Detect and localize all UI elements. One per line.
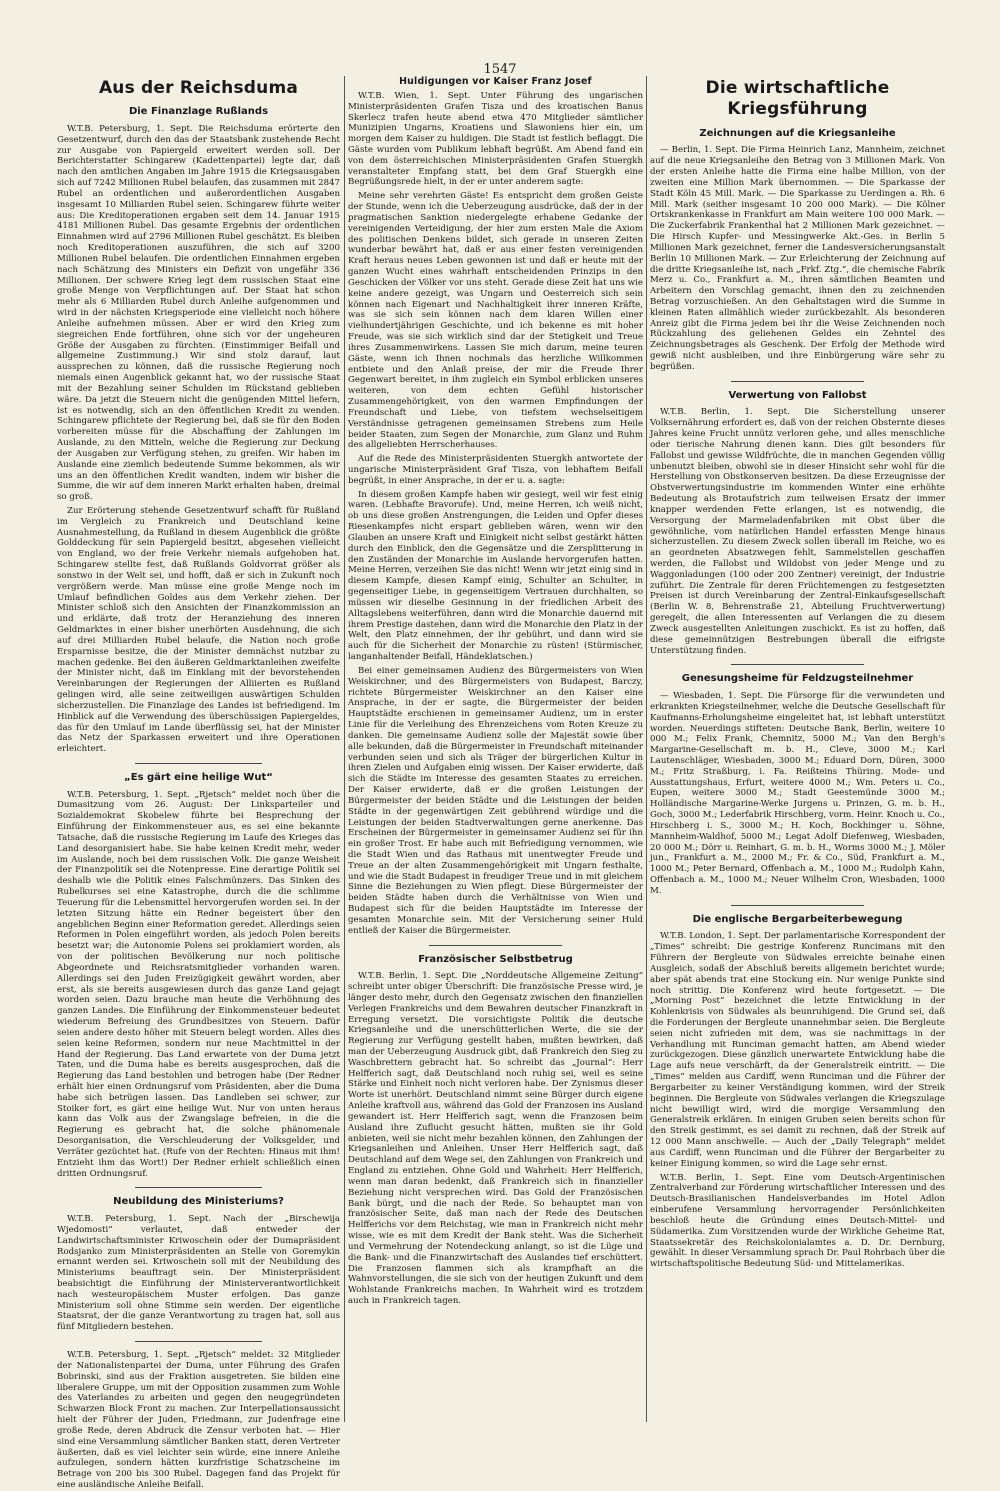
article-separator <box>135 763 262 764</box>
article-separator <box>429 945 562 946</box>
article <box>57 772 340 1179</box>
article-separator <box>731 381 864 382</box>
article-separator <box>731 664 864 665</box>
article <box>650 914 945 1270</box>
article-heading: Neubildung des Ministeriums? <box>113 1196 284 1208</box>
article-paragraph: W.T.B. Petersburg, 1. Sept. „Rjetsch“ meldet: 32 Mitglieder der Nationalistenpartei der Duma, unter Führung des Grafen Bobrinski, sind aus der Fraktion ausgetreten. Sie bilden eine liberalere Gruppe, um mit der Opposition zusammen zum Wohle des Vaterlandes zu arbeiten und gegen den neugegründeten Schwarzen Block Front zu machen. Zur Interpellationsaussicht hielt der Führer der Juden, Friedmann, zur Judenfrage eine große Rede, deren Abdruck die Zensur verboten hat. — Hier sind eine Versammlung sämtlicher Banken statt, deren Vertreter äußerten, daß es viel leichter sein würde, eine innere Anleihe aufzulegen, sondern hätten kurzfristige Schatzscheine im Betrage von 200 bis 300 Rubel. Dagegen fand das Projekt für eine ausländische Anleihe Beifall. <box>57 1350 340 1491</box>
article-paragraph: Auf die Rede des Ministerpräsidenten Stuergkh antwortete der ungarische Ministerpräsident Graf Tisza, von lebhaftem Beifall begrüßt, in einer Ansprache, in der er u. a. sagte: <box>348 454 643 486</box>
article-separator <box>731 905 864 906</box>
article-heading: Die Finanzlage Rußlands <box>128 106 269 118</box>
article-paragraph: Meine sehr verehrten Gäste! Es entspricht dem großen Geiste der Stunde, wenn ich die Ueberzeugung ausdrücke, daß der in der pragmatischen Sanktion niedergelegte erhabene Gedanke der vereinigenden Verteidigung, der hier zum ersten Male die Axiom des politischen Denkens bildet, sich gerade in unseren Zeiten wunderbar bewährt hat, daß er aus einer festen vereinigenden Kraft heraus neues Leben gewonnen ist und daß er heute mit der ganzen Wucht eines wahrhaft entscheidenden Prinzips in den Geschicken der Völker vor uns steht. Gerade diese Zeit hat uns wie keine andere gezeigt, was Ungarn und Oesterreich sich sein können nach Eigenart und Nachhaltigkeit ihrer inneren Kräfte, was sie sich sein können nach dem klaren Willen einer vielhundertjährigen Geschichte, und ich bekenne es mit hoher Freude, was sie sich wirklich sind dar der Stetigkeit und Treue ihres Zusammenwirkens. Lassen Sie mich darum, meine teuren Gäste, wenn ich Ihnen nochmals das herzliche Willkommen entbiete und den Anlaß preise, der mir die Freude Ihrer Gegenwart bereitet, in ihm zugleich ein Symbol erblicken unseres weiteren, von dem echten Gefühl historischer Zusammengehörigkeit, von den warmen Empfindungen der Freundschaft und Liebe, von tiefstem wechselseitigem Verständnisse getragenen gemeinsamen Strebens zum Heile beider Staaten, zum Segen der Monarchie, zum Glanz und Ruhm des allgeliebten Herrscherhauses. <box>348 191 643 451</box>
article <box>57 106 340 755</box>
article <box>348 76 643 937</box>
article-paragraph: — Wiesbaden, 1. Sept. Die Fürsorge für die verwundeten und erkrankten Kriegsteilnehmer, welche die Deutsche Gesellschaft für Kaufmanns-Erholungsheime eingeleitet hat, ist lebhaft unterstützt worden. Neuerdings stifteten: Deutsche Bank, Berlin, weitere 10 000 M.; Felix Frank, Chemnitz, 5000 M.; Van den Bergh's Margarine-Gesellschaft m. b. H., Cleve, 3000 M.; Karl Lautenschläger, Wiesbaden, 3000 M.; Eduard Dorn, Düren, 3000 M.; Fritz Straßburg, i. Fa. Reißteins Thüring. Mode- und Ausstattungshaus, Erfurt, weitere 4000 M.; Wm. Peters u. Co., Eupen, weitere 3000 M.; Stadt Geestemünde 3000 M.; Holländische Margarine-Werke Jurgens u. Prinzen, G. m. b. H., Goch, 3000 M.; Lederfabrik Hirschberg, vorm. Heinr. Knoch u. Co., Hirschberg i. S., 3000 M.; H. Koch, Bockhinger u. Söhne, Mannheim-Waldhof, 5000 M.; Legat Adolf Diefenweg, Wiesbaden, 20 000 M.; Dörr u. Reinhart, G. m. b. H., Worms 3000 M.; J. Möler jun., Frankfurt a. M., 2000 M.; Fr. & Co., Süd, Frankfurt a. M., 1000 M.; Peter Bernard, Offenbach a. M., 1000 M.; Rudolph Kahn, Offenbach a. M., 1000 M.; Neuer Wilhelm Cron, Wiesbaden, 1000 M. <box>650 691 945 896</box>
column-1 <box>57 76 340 1491</box>
article-paragraph: Zur Erörterung stehende Gesetzentwurf schafft für Rußland im Vergleich zu Frankreich und Deutschland keine Ausnahmestellung, da Rußland in diesem Augenblick die größte Golddeckung für sein Papiergeld besitzt, abgesehen vielleicht von England, wo der freie Verkehr niemals aufgehoben hat. Schingarew stellte fest, daß Rußlands Goldvorrat größer als sonstwo in der Welt sei, und hofft, daß er sich in Zukunft noch vergrößern werde. Man müsse eine große Menge noch im Umlauf befindlichen Goldes aus dem Verkehr ziehen. Der Minister schloß sich den Ansichten der Finanzkommission an und erklärte, daß trotz der Heranziehung des inneren Geldmarktes in einer bisher unerhörten Ausdehnung, die sich auf drei Milliarden Rubel belaufe, die Nation noch große Ersparnisse besitze, die der Minister demnächst nutzbar zu machen gedenke. Bei den äußeren Geldmarktanleihen zweifelte der Minister nicht, daß im Einklang mit der bevorstehenden Vereinbarungen der Regierungen der Alliierten es Rußland gelingen wird, alle seine zeitweiligen auswärtigen Schulden sicherzustellen. Die Finanzlage des Landes ist befriedigend. Im Hinblick auf die Verwendung des überschüssigen Papiergeldes, das für den Umlauf im Lande überflüssig sei, hat der Minister das Netz der Sparkassen erweitert und ihre Operationen erleichtert. <box>57 505 340 755</box>
article-separator <box>135 1341 262 1342</box>
article-paragraph: W.T.B. Berlin, 1. Sept. Die Sicherstellung unserer Volksernährung erfordert es, daß von der reichen Obsternte dieses Jahres keine Frucht unnütz verloren gehe, und alles menschliche oder tierische Nahrung dienen kann. Dies gilt besonders für Fallobst und gewisse Wildfrüchte, die in manchen Gegenden völlig unbenutzt bleiben, obwohl sie in dieser Hinsicht sehr wohl für die Herstellung von Obstkonserven besitzen. Da diese Erzeugnisse der Obstverwertungsindustrie im kommenden Winter eine erhöhte Bedeutung als Brotaufstrich zum teilweisen Ersatz der immer knapper werdenden Fette erlangen, ist es notwendig, die Versorgung der Marmeladenfabriken mit Obst über die gewöhnliche, vom natürlichen Handel erfassten Menge hinaus sicherzustellen. Zu diesem Zweck sollen überall im Reiche, wo es an geordneten Absatzwegen fehlt, Sammelstellen geschaffen werden, die Fallobst und Wildobst von jeder Menge und zu Waggonladungen (100 oder 200 Zentner) vereinigt, der Industrie zuführt. Die Zentrale für deren Früchtemengen zu festgesetzten Preisen ist durch Vereinbarung der Zentral-Einkaufsgesellschaft (Berlin W. 8, Behrenstraße 21, Abteilung Fruchtverwertung) geregelt, die allen Interessenten auf Verlangen die zu diesem Zweck ausgestellten Anleitungen zuschickt. Es ist zu hoffen, daß diese gemeinnützigen Bestrebungen überall die eifrigste Unterstützung finden. <box>650 407 945 656</box>
article <box>650 673 945 896</box>
article <box>348 954 643 1307</box>
article-paragraph: W.T.B. Petersburg, 1. Sept. Nach der „Birschewija Wjedomosti“ verlautet, daß entweder der Landwirtschaftsminister Kriwoschein oder der Dumapräsident Rodsjanko zum Ministerpräsidenten an Stelle von Goremykin ernannt werden sei. Kriwoschein soll mit der Neubildung des Ministeriums beauftragt sein. Der Ministerpräsident beabsichtigt die Einführung der Ministerverantwortlichkeit nach westeuropäischem Muster erfolgen. Das ganze Ministerium soll ohne Stimme sein werden. Der eigentliche Staatsrat, der die ganze Verantwortung zu tragen hat, soll aus fünf Mitgliedern bestehen. <box>57 1214 340 1333</box>
column-rule <box>646 76 647 1422</box>
article-paragraph: W.T.B. London, 1. Sept. Der parlamentarische Korrespondent der „Times“ schreibt: Die gestrige Konferenz Runcimans mit den Führern der Bergleute von Südwales erreichte beinahe einen Ausgleich, sodaß der Abschluß bereits allgemein berichtet wurde; aber spät abends trat eine Stockung ein. Nur wenige Punkte sind noch strittig. Die Konferenz wird heute fortgesetzt. — Die „Morning Post“ bezeichnet die letzte Entwicklung in der Kohlenkrisis von Südwales als beunruhigend. Die Grund sei, daß die Forderungen der Bergleute unannehmbar seien. Die Bergleute seien nicht zufrieden mit dem, was sie nachmittags in der Verhandlung mit Runciman gemacht hatten, am Abend wieder zurückgezogen. Diese gänzlich unerwartete Entwicklung habe die Lage aufs neue verschärft, da der Generalstreik eintritt. — Die „Times“ melden aus Cardiff, wenn Runciman und die Führer der Bergarbeiter zu keiner Verständigung kommen, wird der Streik beginnen. Die Bergleute von Südwales verlangen die Kriegszulage nicht bewilligt wird, wird die morgige Versammlung den Generalstreik erklären. In einigen Gruben seien bereits schon für den Streik gestimmt, es sei damit zu rechnen, daß der Streik auf 12 000 Mann anschwelle. — Auch der „Daily Telegraph“ meldet aus Cardiff, wenn Runciman und die Führer der Bergarbeiter zu keiner Einigung kommen, so wird die Lage sehr ernst. <box>650 931 945 1169</box>
article-paragraph: W.T.B. Petersburg, 1. Sept. „Rjetsch“ meldet noch über die Dumasitzung vom 26. August: Der Linksparteiler und Sozialdemokrat Skobelew führte bei Besprechung der Einführung der Einkommensteuer aus, es sei eine bekannte Tatsache, daß die russische Regierung im Laufe des Krieges das Land desorganisiert habe. Sie habe keinen Kredit mehr, weder im Auslande, noch bei dem russischen Volk. Die ganze Weisheit der Finanzpolitik sei die Notenpresse. Eine derartige Politik sei deshalb wie die Politik eines Falschmünzers. Das Sinken des Rubelkurses sei eine Katastrophe, durch die die schlimme Teuerung für die Lebensmittel hervorgerufen worden sei. In der letzten Sitzung hätte ein Redner begeistert über den angeblichen Beginn einer Reformation geredet. Allerdings seien Reformen in Polen eingeführt worden, als jedoch Polen bereits besetzt war; die Autonomie Polens sei proklamiert worden, als von der politischen Bevölkerung nur noch politische Abgeordnete und Reichsratsmitglieder vorhanden waren. Allerdings sei den Juden Freizügigkeit gewährt worden, aber erst, als sie bereits ausgewiesen durch das ganze Land gejagt worden seien. Dazu brauche man heute die Verhöhnung des ganzen Landes. Die Einführung der Einkommensteuer bedeutet wiederum Befreiung des Grundbesitzes von Steuern. Dafür seien andere desto höher mit Steuern belegt worden. Alles dies seien keine Reformen, sondern nur neue Machtmittel in der Hand der Regierung. Das Land erwartete von der Duma jetzt Taten, und die Duma habe es bereits ausgesprochen, daß die Regierung das Land bestohlen und betrogen habe (Der Redner erhält hier einen Ordnungsruf vom Präsidenten, aber die Duma habe sich betrügen lassen. Das Landleben sei schwer, zur Stoiker fort, es gärt eine heilige Wut. Nur von unten heraus kann das Volk aus der Zwangslage befreien, in die die Regierung es gebracht hat, die solche phänomenale Desorganisation, die Verschleuderung der Volksgelder, und Verräter gezüchtet hat. (Rufe von der Rechten: Hinaus mit ihm! Entzieht ihm das Wort!) Der Redner erhielt schließlich einen dritten Ordnungsruf. <box>57 789 340 1179</box>
article-heading: „Es gärt eine heilige Wut“ <box>124 772 273 784</box>
section-title: Die wirtschaftliche Kriegsführung <box>705 78 890 120</box>
article-heading: Französischer Selbstbetrug <box>418 953 573 965</box>
article <box>57 1350 340 1491</box>
section-title: Aus der Reichsduma <box>98 78 299 98</box>
article-paragraph: W.T.B. Wien, 1. Sept. Unter Führung des ungarischen Ministerpräsidenten Grafen Tisza und des kroatischen Banus Skerlecz trafen heute abend etwa 470 Mitglieder sämtlicher Munizipien Ungarns, Kroatiens und Slawoniens hier ein, um morgen dem Kaiser zu huldigen. Die Stadt ist festlich beflaggt. Die Gäste wurden vom Publikum lebhaft begrüßt. Am Abend fand ein von dem österreichischen Ministerpräsidenten Grafen Stuergkh veranstalteter Empfang statt, bei dem Graf Stuergkh eine Begrüßungsrede hielt, in der er unter anderem sagte: <box>348 90 643 188</box>
article-heading: Die englische Bergarbeiterbewegung <box>692 913 903 925</box>
article-heading: Verwertung von Fallobst <box>728 389 867 401</box>
article <box>650 390 945 657</box>
article-paragraph: — Berlin, 1. Sept. Die Firma Heinrich Lanz, Mannheim, zeichnet auf die neue Kriegsanleihe den Betrag von 3 Millionen Mark. Von der ersten Anleihe hatte die Firma eine halbe Million, von der zweiten eine Million Mark übernommen. — Die Sparkasse der Stadt Köln 45 Mill. Mark. — Die Sparkasse zu Uerdingen a. Rh. 6 Mill. Mark (seither insgesamt 10 200 000 Mark). — Die Kölner Ortskrankenkasse in Frankfurt am Main weitere 100 000 Mark. — Die Zuckerfabrik Frankenthal hat 2 Millionen Mark gezeichnet. — Die Hirsch Kupfer- und Messingwerke Akt.-Ges. in Berlin 5 Millionen Mark gezeichnet, ferner die Landesversicherungsanstalt Berlin 10 Millionen Mark. — Zur Erleichterung der Zeichnung auf die dritte Kriegsanleihe ist, nach „Frkf. Ztg.“, die chemische Fabrik Merz u. Co., Frankfurt a. M., ihren sämtlichen Beamten und Arbeitern den Vorschlag gemacht, ihnen den zu zeichnenden Betrag vorzuschießen. An den Gehaltstagen wird die Summe in kleinen Raten allmählich wieder zurückbezahlt. Als besonderen Anreiz gibt die Firma jedem bei ihr die Weise Zeichnenden noch Rückzahlung des geliehenen Geldes ein Zehntel des Zeichnungsbetrages als Geschenk. Der Erfolg der Methode wird gewiß nicht ausbleiben, und ihre Einbürgerung wäre sehr zu begrüßen. <box>650 145 945 372</box>
article-heading: Huldigungen vor Kaiser Franz Josef <box>399 76 592 87</box>
page-number: 1547 <box>483 62 517 77</box>
article-heading: Zeichnungen auf die Kriegsanleihe <box>699 127 896 139</box>
article-separator <box>135 1187 262 1188</box>
column-3 <box>650 76 945 1422</box>
column-2 <box>348 76 643 1422</box>
article-heading: Genesungsheime für Feldzugsteilnehmer <box>681 673 914 685</box>
column-rule <box>344 76 345 1422</box>
article-paragraph: In diesem großen Kampfe haben wir gesiegt, weil wir fest einig waren. (Lebhafte Bravorufe). Und, meine Herren, ich weiß nicht, ob uns diese großen Anstrengungen, die Leiden und Opfer dieses Riesenkampfes nicht erspart geblieben wären, wenn wir den Glauben an unsere Kraft und Einigkeit nicht selbst gestärkt hätten durch den Einblick, den die Gegensätze und die Zersplitterung in den Zuständen der Monarchie im Auslande hervorgerufen hatten. Meine Herren, verzeihen Sie das nicht! Wenn wir jetzt einig sind in diesem Kampfe, diesen Kampf einig, Schulter an Schulter, in gegenseitiger Liebe, in gegenseitigem Vertrauen durchhalten, so müssen wir dieselbe Gesinnung in der friedlichen Arbeit des Alltagslebens weiterführen, dann wird die Monarchie dauernd mit ihrem Prestige dastehen, dann wird die Monarchie den Platz in der Welt, den Platz einnehmen, der ihr gebührt, und dann wird sie auch für die Sicherheit der Monarchie zu rüsten! (Stürmischer, langanhaltender Beifall, Händeklatschen.) <box>348 489 643 663</box>
article-paragraph: W.T.B. Petersburg, 1. Sept. Die Reichsduma erörterte den Gesetzentwurf, durch den das der Staatsbank zustehende Recht zur Ausgabe von Papiergeld erweitert werden soll. Der Berichterstatter Schingarew (Kadettenpartei) legte dar, daß nach den amtlichen Angaben im Jahre 1915 die Kriegsausgaben sich auf 7242 Millionen Rubel belaufen, das zusammen mit 2847 Rubel an ordentlichen und außerordentlichen Ausgaben insgesamt 10 Milliarden Rubel seien. Schingarew führte weiter aus: Die Kreditoperationen ergaben seit dem 14. Januar 1915 4181 Millionen Rubel. Das gesamte Ergebnis der ordentlichen Einnahmen wird auf 2796 Millionen Rubel geschätzt. Es bleiben noch Kreditoperationen auszuführen, die sich auf 3200 Millionen Rubel belaufen. Die ordentlichen Einnahmen ergeben nach Schätzung des Ministers ein Defizit von ungefähr 336 Millionen. Der schwere Krieg legt dem russischen Staat eine große Menge von Verpflichtungen auf. Der Staat hat schon mehr als 6 Milliarden Rubel durch Anleihe aufgenommen und wird in der nächsten Kriegsperiode eine vielleicht noch höhere Anleihe aufnehmen müssen. Aber er wird den Krieg zum siegreichen Ende fortführen, ohne sich vor der ungeheuren Größe der Ausgaben zu fürchten. (Einstimmiger Beifall und allgemeine Zustimmung.) Wir sind stolz darauf, laut aussprechen zu können, daß die russische Regierung noch niemals einen Augenblick gekannt hat, wo der russische Staat mit der Bezahlung seiner Schulden im Rückstand geblieben wäre. Da jetzt die Steuern nicht die genügenden Mittel liefern, ist es notwendig, sich an den öffentlichen Kredit zu wenden. Schingarew pflichtete der Regierung bei, daß sie für den Boden vorbereiten müsse für die Abschaffung der Zahlungen im Auslande, zu den Mitteln, welche die Regierung zur Deckung der Ausgaben zur Verfügung stehen, zu greifen. Wir haben im Auslande eine ziemlich bedeutende Summe bekommen, als wir uns an den öffentlichen Kredit wandten, indem wir bisher die Summe, die wir auf dem inneren Markt erhalten haben, dreimal so groß. <box>57 124 340 503</box>
article-paragraph: Bei einer gemeinsamen Audienz des Bürgermeisters von Wien Weiskirchner, und des Bürgermeisters von Budapest, Barczy, richtete Bürgermeister Weiskirchner an den Kaiser eine Ansprache, in der er sagte, die Bürgermeister der beiden Hauptstädte erschienen in gemeinsamer Audienz, um in erster Linie für die Verleihung des Ehrenzeichens vom Roten Kreuze zu danken. Die gemeinsame Audienz solle der Majestät sowie über alle bekunden, daß die Bürgermeister in Freundschaft miteinander verbunden seien und sich als Träger der bürgerlichen Kultur in ihren Zielen und Aufgaben einig wissen. Der Kaiser erwiderte, daß sich die Städte im Interesse des gesamten Staates zu erreichen. Der Kaiser erwiderte, daß er die großen Leistungen der Bürgermeister der beiden Städte und die Leistungen der beiden Städte in der gegenwärtigen Zeit gebührend würdige und die Leistungen der beiden Stadtverwaltungen gerne anerkenne. Das Erscheinen der Bürgermeister in gemeinsamer Audienz sei für ihn ein großer Trost. Er habe auch mit Befriedigung vernommen, wie die Stadt Wien und das Rathaus mit unentwegter Freude und Treue an der alten Zusammengehörigkeit mit Ungarn festhalte, und wie die Stadt Budapest in freudiger Treue und in mit gleichem Sinne die Beziehungen zu Wien pflegt. Diese Bürgermeister der beiden Städte haben durch die Verhältnisse von Wien und Budapest sich für die beiden Hauptstädte im Interesse der gesamten Monarchie sein. Mit der Versicherung seiner Huld entließ der Kaiser die Bürgermeister. <box>348 665 643 936</box>
article <box>650 128 945 373</box>
article-paragraph: W.T.B. Berlin, 1. Sept. Die „Norddeutsche Allgemeine Zeitung“ schreibt unter obiger Überschrift: Die französische Presse wird, je länger desto mehr, durch den Gegensatz zwischen den finanziellen Verlegen Frankreichs und dem Bewahren deutscher Finanzkraft in Erregung versetzt. Die vorsichtigste Politik die deutsche Kriegsanleihe und die unerschütterlichen Werte, die sie der Regierung zur Verfügung gestellt haben, mußten bewirken, daß man der Ueberzeugung Ausdruck gibt, daß Frankreich den Sieg zu Waschbrettern gebracht hat. So schreibt das „Journal“: Herr Helfferich sagt, daß Deutschland noch ruhig sei, weil es seine Stärke und Einheit noch nicht verloren habe. Der Zynismus dieser Worte ist unerhört. Deutschland nimmt seine Bürger durch eigene Anleihe kraftvoll aus, während das Gold der Franzosen ins Ausland gewandert ist. Herr Helfferich sagt, wenn die Franzosen beim Ausland ihre Zuflucht gesucht hätten, mußten sie ihr Gold anbieten, weil sie nicht mehr bezahlen können, den Zahlungen der Kriegsanleihen und Anleihen. Unser Herr Helfferich sagt, daß Deutschland auf dem Wege sei, den Zahlungen von Frankreich und England zu entziehen. Ohne Gold und Wahrheit: Herr Helfferich, wenn man daran bedenkt, daß Frankreich sich in finanzieller Beziehung nicht versprechen wird. Das Gold der Französischen Bank bürgt, und die nach der Rede. So behauptet man von französischer Seite, daß man nach der Rede des Deutschen Helfferichs vor dem Reichstag, wie man in Frankreich nicht mehr wisse, wie es mit dem Kredit der Bank steht. Was die Sicherheit und Vermehrung der Notendeckung anlangt, so ist die Lüge und die Bank- und die Finanzwirtschaft des Auslandes tief erschüttert. Die Franzosen flammen sich als krampfhaft an die Wahnvorstellungen, die sie sich von der heutigen Zukunft und dem Wohlstande Frankreichs machen. In Wahrheit wird es trotzdem auch in Frankreich tagen. <box>348 971 643 1307</box>
article <box>57 1196 340 1333</box>
article-paragraph: W.T.B. Berlin, 1. Sept. Eine vom Deutsch-Argentinischen Zentralverband zur Förderung wirtschaftlicher Interessen und des Deutsch-Brasilianischen Handelsverbandes im Hotel Adlon einberufene Versammlung hervorragender Persönlichkeiten beschloß heute die Gründung eines Deutsch-Mittel- und Südamerika. Zum Vorsitzenden wurde der Wirkliche Geheime Rat, Staatssekretär des Reichskolonialamtes a. D. Dr. Dernburg, gewählt. In dieser Versammlung sprach Dr. Paul Rohrbach über die wirtschaftspolitische Bedeutung Süd- und Mittelamerikas. <box>650 1172 945 1270</box>
